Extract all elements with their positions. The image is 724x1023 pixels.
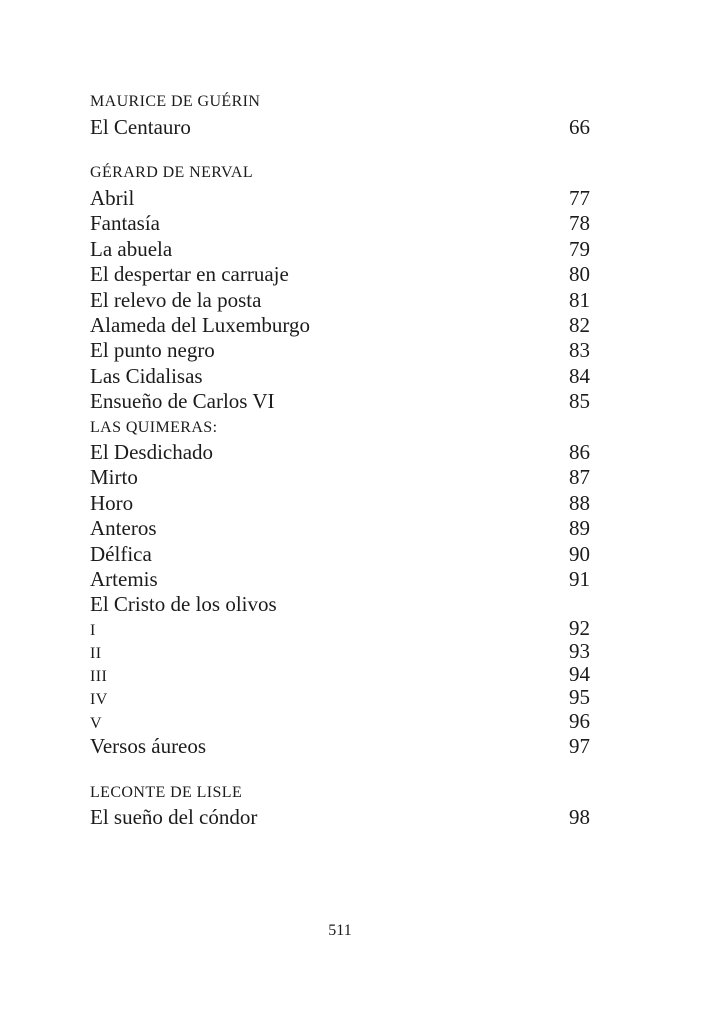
toc-entry-row <box>90 805 590 830</box>
entry-page-number: 81 <box>569 287 590 312</box>
entry-page-number: 83 <box>569 338 590 363</box>
toc-entries <box>90 115 590 140</box>
entry-page-number: 82 <box>569 312 590 337</box>
entry-title: El Desdichado <box>90 439 214 464</box>
entry-title: Versos áureos <box>90 733 207 758</box>
entry-page-number: 87 <box>569 465 590 490</box>
entry-title: Fantasía <box>90 211 160 236</box>
entry-title: Las Cidalisas <box>90 363 203 388</box>
entry-title: Artemis <box>90 567 158 591</box>
entry-page-number: 95 <box>569 685 590 710</box>
toc-entry-row <box>90 364 590 389</box>
toc-entry-row <box>90 708 590 734</box>
entry-title: V <box>90 714 102 732</box>
toc-entry-row <box>90 641 590 664</box>
entry-title: El sueño del cóndor <box>90 805 258 830</box>
toc-entry-row <box>90 491 590 516</box>
entry-page-number: 78 <box>569 211 590 236</box>
author-heading: MAURICE DE GUÉRIN <box>90 93 261 110</box>
entry-page-number: 93 <box>569 639 590 664</box>
entry-title: III <box>90 668 108 686</box>
entry-page-number: 84 <box>569 363 590 388</box>
toc-entry-row <box>90 567 590 592</box>
entry-title: El punto negro <box>90 338 215 363</box>
toc-list <box>90 89 590 831</box>
toc-entry-row <box>90 734 590 759</box>
author-heading: GÉRARD DE NERVAL <box>90 164 254 182</box>
toc-entry-row <box>90 237 590 262</box>
toc-entry-row <box>90 592 590 617</box>
entry-title: LAS QUIMERAS: <box>90 418 218 436</box>
toc-entry-row <box>90 440 590 465</box>
toc-entry-row <box>90 465 590 490</box>
entry-page-number: 80 <box>569 262 590 287</box>
entry-page-number: 91 <box>569 567 590 591</box>
entry-title: Anteros <box>90 516 157 541</box>
entry-page-number: 85 <box>569 389 590 414</box>
entry-title: IV <box>90 691 108 709</box>
toc-entry-row <box>90 389 590 414</box>
toc-entry-row <box>90 664 590 687</box>
toc-section <box>90 160 590 759</box>
entry-title: El Cristo de los olivos <box>90 592 277 617</box>
entry-title: Horo <box>90 490 134 515</box>
entry-page-number: 86 <box>569 439 590 464</box>
toc-entry-row <box>90 615 590 641</box>
folio-page-number: 511 <box>328 922 352 939</box>
entry-page-number: 90 <box>569 541 590 566</box>
entry-page-number: 94 <box>569 662 590 687</box>
toc-entry-row <box>90 211 590 236</box>
entry-title: Mirto <box>90 465 138 490</box>
entry-title: Délfica <box>90 541 152 566</box>
entry-title: Ensueño de Carlos VI <box>90 389 275 414</box>
toc-entry-row <box>90 288 590 313</box>
entry-title: El Centauro <box>90 114 191 139</box>
toc-entry-row <box>90 338 590 363</box>
toc-entry-row <box>90 687 590 710</box>
entry-title: El despertar en carruaje <box>90 262 289 287</box>
toc-section <box>90 89 590 140</box>
entry-page-number: 88 <box>569 490 590 515</box>
toc-entries <box>90 186 590 759</box>
toc-entry-row <box>90 313 590 338</box>
entry-page-number: 89 <box>569 516 590 541</box>
entry-title: I <box>90 621 96 639</box>
toc-entry-row <box>90 186 590 211</box>
author-heading: LECONTE DE LISLE <box>90 783 243 801</box>
toc-entries <box>90 805 590 830</box>
entry-title: Alameda del Luxemburgo <box>90 312 311 337</box>
toc-entry-row <box>90 262 590 287</box>
entry-page-number: 96 <box>569 708 590 733</box>
toc-section <box>90 780 590 831</box>
entry-title: Abril <box>90 185 135 210</box>
page-footer <box>90 920 590 942</box>
entry-page-number: 98 <box>569 805 590 830</box>
entry-page-number: 97 <box>569 733 590 758</box>
entry-page-number: 79 <box>569 236 590 261</box>
entry-page-number: 66 <box>569 114 590 139</box>
entry-title: La abuela <box>90 236 173 261</box>
toc-entry-row <box>90 415 590 440</box>
toc-entry-row <box>90 115 590 140</box>
entry-page-number: 77 <box>569 185 590 210</box>
toc-entry-row <box>90 542 590 567</box>
entry-title: II <box>90 645 102 663</box>
entry-title: El relevo de la posta <box>90 287 262 312</box>
toc-entry-row <box>90 516 590 541</box>
entry-page-number: 92 <box>569 615 590 640</box>
